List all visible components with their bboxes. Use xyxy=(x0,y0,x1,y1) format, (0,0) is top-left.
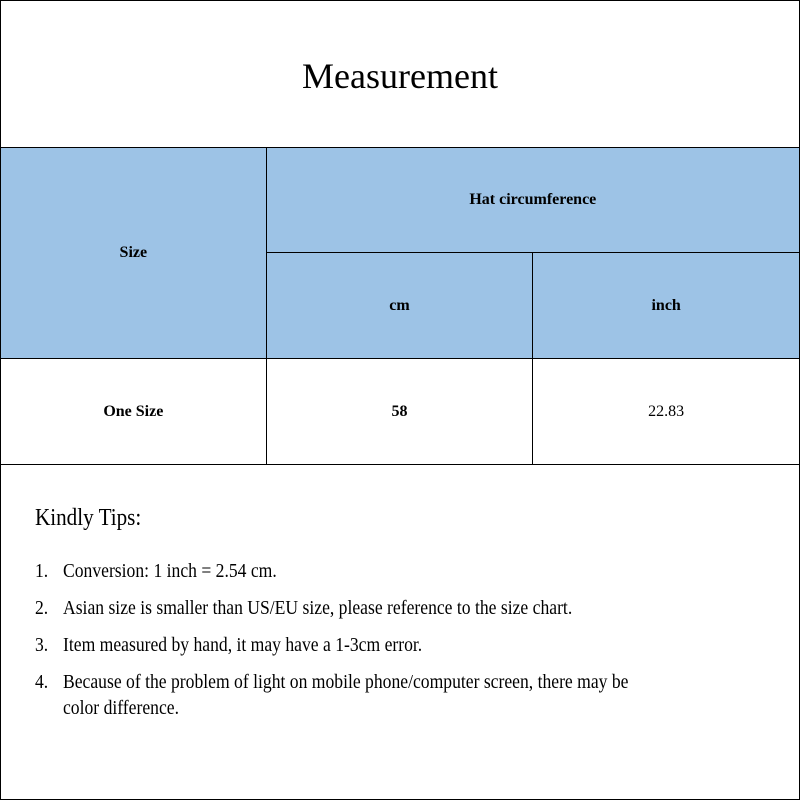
tips-section xyxy=(35,505,793,732)
page-title: Measurement xyxy=(302,56,498,96)
list-item xyxy=(35,595,793,621)
size-table xyxy=(0,147,800,465)
list-item xyxy=(35,632,793,658)
tip-text: Asian size is smaller than US/EU size, please reference to the size chart. xyxy=(63,597,573,619)
tip-number: 2. xyxy=(35,597,49,619)
size-header: Size xyxy=(1,148,267,359)
hat-circumference-header: Hat circumference xyxy=(266,148,799,253)
list-item xyxy=(35,558,793,584)
table-row xyxy=(1,359,800,465)
tips-title: Kindly Tips: xyxy=(35,505,142,531)
tip-number: 4. xyxy=(35,671,49,693)
inch-cell: 22.83 xyxy=(533,359,800,465)
tip-text: Item measured by hand, it may have a 1-3cm error. xyxy=(63,634,423,656)
cm-header: cm xyxy=(266,253,533,359)
list-item xyxy=(35,669,793,721)
tips-list xyxy=(35,558,793,721)
inch-header: inch xyxy=(533,253,800,359)
size-cell: One Size xyxy=(1,359,267,465)
tip-text: Conversion: 1 inch = 2.54 cm. xyxy=(63,560,277,582)
tip-text: Because of the problem of light on mobile phone/computer screen, there may be color difference. xyxy=(63,671,629,719)
cm-cell: 58 xyxy=(266,359,533,465)
tip-number: 1. xyxy=(35,560,49,582)
table-header-row xyxy=(1,148,800,253)
tip-number: 3. xyxy=(35,634,49,656)
